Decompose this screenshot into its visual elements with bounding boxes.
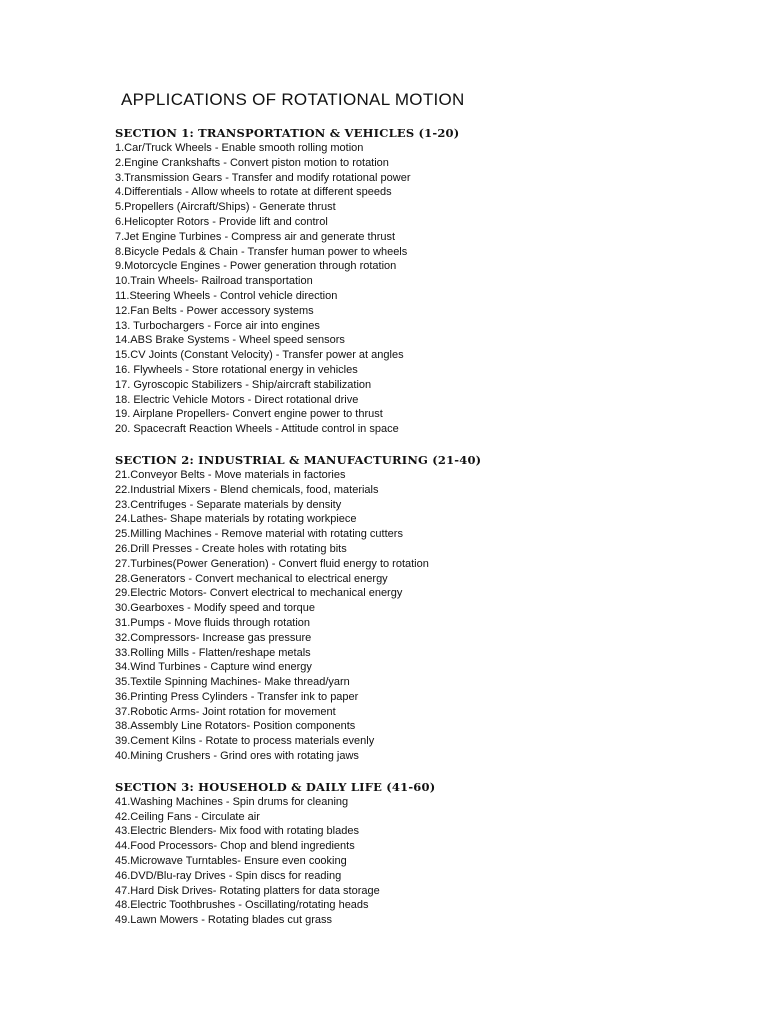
list-item: 45.Microwave Turntables- Ensure even cooking	[115, 855, 347, 868]
list-item: 23.Centrifuges - Separate materials by density	[115, 498, 342, 511]
document-title: APPLICATIONS OF ROTATIONAL MOTION	[121, 90, 465, 109]
list-item: 5.Propellers (Aircraft/Ships) - Generate thrust	[115, 201, 336, 214]
list-item: 8.Bicycle Pedals & Chain - Transfer human power to wheels	[115, 245, 408, 258]
list-item: 36.Printing Press Cylinders - Transfer ink to paper	[115, 690, 359, 703]
list-item: 40.Mining Crushers - Grind ores with rotating jaws	[115, 750, 359, 763]
list-item: 35.Textile Spinning Machines- Make thread/yarn	[115, 676, 350, 689]
list-item: 30.Gearboxes - Modify speed and torque	[115, 602, 315, 615]
list-item: 13. Turbochargers - Force air into engines	[115, 319, 320, 332]
section-heading: SECTION 2: INDUSTRIAL & MANUFACTURING (21-40)	[115, 452, 482, 467]
list-item: 1.Car/Truck Wheels - Enable smooth rolling motion	[115, 142, 364, 154]
list-item: 42.Ceiling Fans - Circulate air	[115, 810, 260, 823]
list-item: 12.Fan Belts - Power accessory systems	[115, 304, 314, 317]
section-1	[115, 126, 715, 437]
list-item: 25.Milling Machines - Remove material with rotating cutters	[115, 528, 403, 541]
list-item: 41.Washing Machines - Spin drums for cleaning	[115, 795, 349, 808]
list-item: 14.ABS Brake Systems - Wheel speed sensors	[115, 334, 345, 347]
list-item: 19. Airplane Propellers- Convert engine power to thrust	[115, 408, 383, 421]
list-item: 10.Train Wheels- Railroad transportation	[115, 275, 313, 288]
section-2	[115, 453, 715, 764]
list-item: 15.CV Joints (Constant Velocity) - Transfer power at angles	[115, 349, 404, 362]
section-heading: SECTION 3: HOUSEHOLD & DAILY LIFE (41-60)	[115, 779, 436, 794]
list-item: 47.Hard Disk Drives- Rotating platters for data storage	[115, 884, 380, 897]
list-item: 34.Wind Turbines - Capture wind energy	[115, 661, 312, 674]
list-item: 7.Jet Engine Turbines - Compress air and generate thrust	[115, 230, 396, 243]
list-item: 29.Electric Motors- Convert electrical to mechanical energy	[115, 587, 403, 600]
section-3	[115, 780, 715, 928]
section-heading: SECTION 1: TRANSPORTATION & VEHICLES (1-20)	[115, 126, 460, 140]
list-item: 26.Drill Presses - Create holes with rotating bits	[115, 542, 347, 555]
list-item: 21.Conveyor Belts - Move materials in factories	[115, 468, 346, 481]
list-item: 16. Flywheels - Store rotational energy in vehicles	[115, 363, 358, 376]
list-item: 6.Helicopter Rotors - Provide lift and control	[115, 215, 328, 228]
list-item: 18. Electric Vehicle Motors - Direct rotational drive	[115, 393, 359, 406]
list-item: 24.Lathes- Shape materials by rotating workpiece	[115, 513, 357, 526]
list-item: 38.Assembly Line Rotators- Position components	[115, 720, 356, 733]
list-item: 11.Steering Wheels - Control vehicle direction	[115, 289, 338, 302]
list-item: 48.Electric Toothbrushes - Oscillating/rotating heads	[115, 899, 369, 912]
document-content	[115, 126, 715, 944]
list-item: 43.Electric Blenders- Mix food with rotating blades	[115, 825, 359, 838]
list-item: 27.Turbines(Power Generation) - Convert fluid energy to rotation	[115, 557, 429, 570]
list-item: 39.Cement Kilns - Rotate to process materials evenly	[115, 735, 375, 748]
list-item: 46.DVD/Blu-ray Drives - Spin discs for reading	[115, 869, 342, 882]
list-item: 20. Spacecraft Reaction Wheels - Attitude control in space	[115, 423, 399, 436]
list-item: 17. Gyroscopic Stabilizers - Ship/aircraft stabilization	[115, 378, 372, 391]
list-item: 22.Industrial Mixers - Blend chemicals, food, materials	[115, 483, 379, 496]
list-item: 4.Differentials - Allow wheels to rotate at different speeds	[115, 186, 392, 199]
list-item: 31.Pumps - Move fluids through rotation	[115, 616, 311, 629]
list-item: 9.Motorcycle Engines - Power generation through rotation	[115, 260, 397, 273]
list-item: 28.Generators - Convert mechanical to electrical energy	[115, 572, 388, 585]
list-item: 49.Lawn Mowers - Rotating blades cut grass	[115, 914, 333, 927]
list-item: 3.Transmission Gears - Transfer and modify rotational power	[115, 171, 411, 184]
list-item: 33.Rolling Mills - Flatten/reshape metals	[115, 646, 311, 659]
list-item: 32.Compressors- Increase gas pressure	[115, 631, 312, 644]
list-item: 44.Food Processors- Chop and blend ingredients	[115, 840, 355, 853]
list-item: 37.Robotic Arms- Joint rotation for movement	[115, 705, 336, 718]
list-item: 2.Engine Crankshafts - Convert piston motion to rotation	[115, 156, 389, 169]
